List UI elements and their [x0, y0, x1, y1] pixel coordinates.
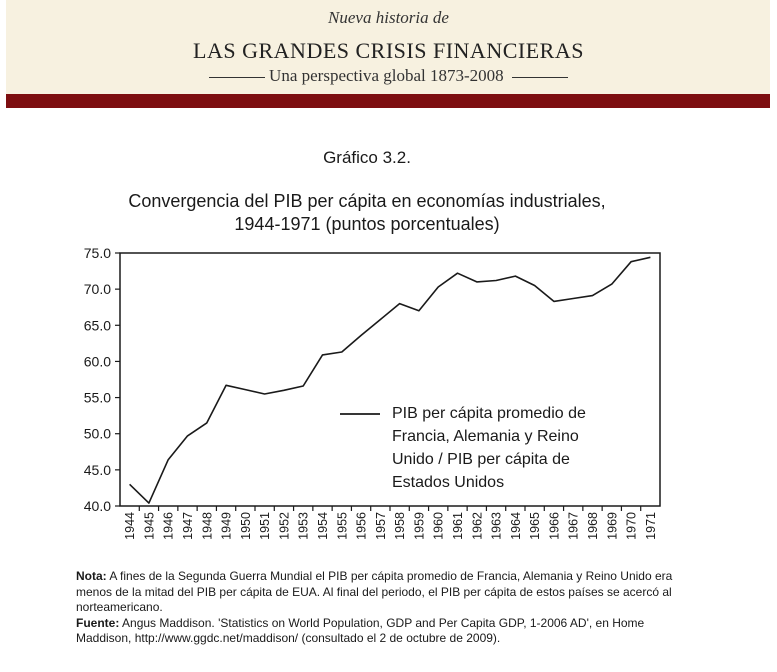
- x-tick-label: 1958: [393, 512, 408, 540]
- source-text: Angus Maddison. 'Statistics on World Population, GDP and Per Capita GDP, 1-2006 AD', en Home Maddison, http://www.ggdc.net/maddison/ (consultado el 2 de octubre de 2009).: [76, 615, 645, 645]
- x-tick-label: 1964: [508, 512, 523, 540]
- tagline-text: Una perspectiva global 1873-2008: [269, 66, 504, 85]
- y-tick-label: 50.0: [83, 425, 111, 442]
- x-tick-label: 1962: [470, 512, 485, 540]
- book-subtitle: Nueva historia de: [328, 8, 449, 27]
- x-tick-label: 1947: [181, 512, 195, 540]
- x-tick-label: 1950: [238, 512, 253, 540]
- note-text: A fines de la Segunda Guerra Mundial el PIB per cápita promedio de Francia, Alemania y Reino Unido era menos de la mitad del PIB per cápita de EUA. Al final del periodo, el PIB per cápita de estos países se acercó al norteamericano.: [76, 569, 673, 614]
- legend-label: PIB per cápita promedio de Francia, Alemania y Reino Unido / PIB per cápita de Estados Unidos: [392, 405, 586, 491]
- x-tick-label: 1955: [335, 512, 350, 540]
- y-tick-label: 70.0: [83, 281, 111, 298]
- chart-title-line1: Convergencia del PIB per cápita en economías industriales,: [128, 191, 606, 211]
- notes: [76, 569, 676, 647]
- note-paragraph: [76, 569, 676, 616]
- y-tick-label: 75.0: [83, 245, 111, 261]
- x-tick-label: 1945: [142, 512, 157, 540]
- y-tick-label: 45.0: [83, 461, 111, 478]
- y-tick-label: 55.0: [83, 389, 111, 406]
- x-tick-label: 1957: [373, 512, 388, 540]
- y-tick-label: 40.0: [83, 498, 111, 514]
- x-tick-label: 1959: [412, 512, 427, 540]
- x-tick-label: 1951: [258, 512, 273, 540]
- x-tick-label: 1970: [624, 512, 639, 540]
- x-tick-label: 1956: [354, 512, 369, 540]
- y-tick-label: 60.0: [83, 353, 111, 370]
- x-tick-label: 1967: [566, 512, 581, 540]
- x-tick-label: 1968: [586, 512, 600, 540]
- chart-title-line2: 1944-1971 (puntos porcentuales): [234, 214, 500, 234]
- x-tick-label: 1971: [643, 512, 658, 540]
- x-tick-label: 1954: [316, 512, 330, 540]
- x-tick-label: 1966: [547, 512, 562, 540]
- x-tick-label: 1944: [123, 512, 138, 540]
- book-title: LAS GRANDES CRISIS FINANCIERAS: [193, 38, 584, 63]
- x-tick-label: 1952: [277, 512, 292, 540]
- x-tick-label: 1946: [161, 512, 176, 540]
- x-tick-label: 1969: [605, 512, 620, 540]
- figure-number: Gráfico 3.2.: [323, 148, 411, 167]
- x-tick-label: 1948: [200, 512, 215, 540]
- x-tick-label: 1960: [431, 512, 446, 540]
- x-tick-label: 1963: [489, 512, 504, 540]
- x-tick-label: 1953: [296, 512, 311, 540]
- note-label: Nota:: [76, 569, 107, 583]
- y-tick-label: 65.0: [83, 317, 111, 334]
- x-tick-label: 1965: [528, 512, 543, 540]
- x-tick-label: 1961: [451, 512, 465, 540]
- source-label: Fuente:: [76, 615, 120, 630]
- x-tick-label: 1949: [219, 512, 234, 540]
- source-paragraph: [76, 616, 676, 647]
